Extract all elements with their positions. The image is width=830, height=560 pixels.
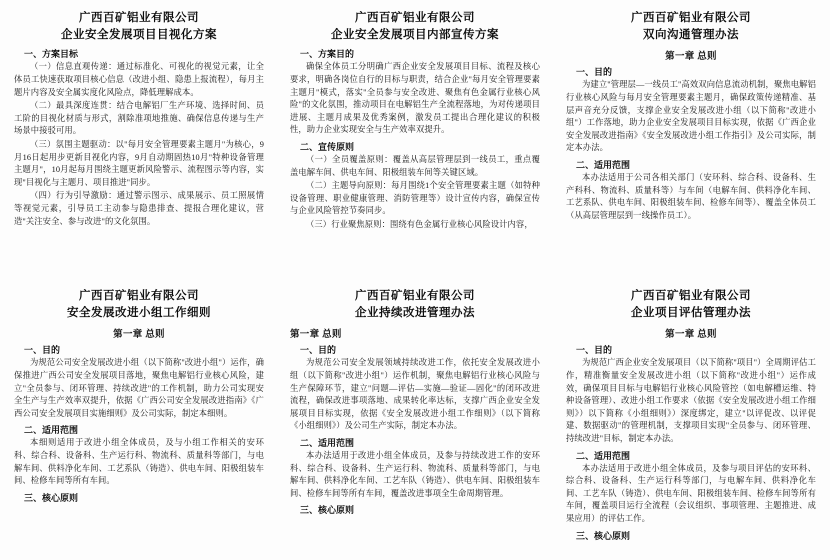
document-body-2 [290,47,540,231]
document-title-line2: 企业安全发展项目目视化方案 [61,28,217,41]
document-chapter-heading: 第一章 总则 [290,330,342,341]
document-title-line2: 企业持续改进管理办法 [355,306,475,319]
fade-overlay [4,546,274,556]
document-title-line1: 广西百矿铝业有限公司 [631,290,751,302]
document-paragraph: （二）主题导向原则：每月围绕1个安全管理要素主题（如特种设备管理、职业健康管理、消防管理等）设计宣传内容，确保宣传与企业风险管控节奏同步。 [290,181,540,216]
document-body-1 [14,47,264,228]
document-section-heading: 三、核心原则 [300,505,355,516]
document-chapter-heading: 第一章 总则 [665,330,717,341]
document-paragraph: （一）全员覆盖原则：覆盖从高层管理层到一线员工，重点覆盖电解车间、供电车间、阳极组装车间等关键区域。 [290,155,540,177]
document-chapter-heading: 第一章 总则 [665,52,717,63]
document-paragraph: （三）行业聚焦原则：围绕有色金属行业核心风险设计内容， [306,220,533,230]
document-section-heading: 一、目的 [24,345,61,356]
document-title-2 [290,10,540,43]
document-title-1 [14,10,264,43]
fade-overlay [556,268,826,278]
document-body-3 [566,48,816,222]
document-body-6 [566,326,816,541]
document-section-heading: 二、宣传原则 [300,142,355,152]
document-card-6 [556,282,826,556]
document-paragraph: （二）最具深度连贯：结合电解铝厂生产环境、选择时间、员工阶的目视化材质与形式，割除准项地推施、确保信息传递与生产场景中接驳可用。 [14,101,264,136]
document-paragraph: （一）信息直观传递：通过标准化、可视化的视觉元素，让全体员工快速获取项目核心信息（改进小组、隐患上报流程），每月主题片内容及安全属实度化风险点，降低理解成本。 [14,62,264,97]
document-paragraph: 确保全体员工分明确广西企业安全发展项目目标、流程及核心要求，明确各岗位自行的目标与职责，结合企业"每月安全管理要素主题月"模式，落实"全员参与安全改进、聚焦有色金属行业核心风险"的文化氛围，推动项目在电解铝生产全流程落地，为对传递项目进展、主题月成果及优秀案例，激发员工提出合理化建议的积极性，助力企业实现安全与生产效率双提升。 [290,62,540,135]
document-title-line1: 广西百矿铝业有限公司 [79,12,199,24]
document-section-heading: 三、核心原则 [576,530,631,541]
document-section-heading: 一、目的 [576,67,613,78]
document-section-heading: 一、方案目标 [24,49,79,60]
document-title-5 [290,288,540,321]
document-card-1 [4,4,274,278]
document-card-2 [280,4,550,278]
document-section-heading: 二、适用范围 [300,438,355,448]
document-card-3 [556,4,826,278]
document-paragraph: （三）氛围主题驱动：以"每月安全管理要素主题月"为核心，9月16日起用步更新目视化内容，9月自动期固热10月"特种设备管理主题月"，10月起每月围绕主题更新风险警示、流程图示等内容，实现"目视化与主题月、项目推进"同步。 [14,140,264,187]
document-section-heading: 一、目的 [300,345,337,356]
document-paragraph: 为规范公司安全发展领域持续改进工作，依托安全发展改进小组（以下简称"改进小组"）运作机制，聚焦电解铝行业核心风险与生产保障环节，建立"问题—评估—实施—验证—固化"的闭环改进流程，确保改进事项落地、成果转化率达标，支撑广西企业安全发展项目目标实现，依据《安全发展改进小组工作细则》（以下简称《小组细则》）及公司生产实际，制定本办法。 [290,358,540,431]
document-title-line2: 企业安全发展项目内部宣传方案 [331,28,499,41]
fade-overlay [280,268,550,278]
document-section-heading: 二、适用范围 [576,160,631,170]
document-section-heading: 二、适用范围 [24,425,79,436]
document-section-heading: 三、核心原则 [24,492,79,503]
document-paragraph: 本办法适用于改进小组全体成员，及参与项目评估的安环科、综合科、设备科、生产运行科等部门，与电解车间、供料净化车间、工艺车队（铸造）、供电车间、阳极组装车间、检修车间等所有车间，覆盖项目运行全流程（会议组织、事项管理、主题推进、成果应用）的评估工作。 [566,463,816,524]
document-title-6 [566,288,816,321]
document-title-line1: 广西百矿铝业有限公司 [355,290,475,302]
document-title-3 [566,10,816,43]
document-title-4 [14,288,264,321]
fade-overlay [280,546,550,556]
document-paragraph: 为规范广西企业安全发展项目（以下简称"项目"）全周期评估工作，精准衡量安全发展改进小组（以下简称"改进小组"）运作成效，确保项目目标与电解铝行业核心风险管控（如电解槽运维、特种设备管理）、改进小组工作要求（依据《安全发展改进小组工作细则》）以下简称《小组细则》）深度绑定，建立"以评促改、以评促建、数据驱动"的管理机制，支撑项目实现"全员参与、闭环管理、持续改进"目标，制定本办法。 [566,358,816,443]
document-paragraph: 本办法适用于公司各相关部门（安环科、综合科、设备科、生产科科、物流科、质量科等）与车间（电解车间、供料净化车间、工艺系队、供电车间、阳极组装车间、检修车间等）、覆盖全体员工（从高层管理层到一线操作员工）。 [566,173,816,220]
fade-overlay [4,268,274,278]
document-section-heading: 一、方案目的 [300,49,355,60]
document-card-5 [280,282,550,556]
document-paragraph: 为建立"管理层—一线员工"高效双向信息流动机制，聚焦电解铝行业核心风险与每月安全管理要素主题月，确保政策传递精准、基层声音充分反馈，支撑企业安全发展改进小组（以下简称"改进小组"）工作落地，助力企业安全发展项目目标实现，依据《广西企业安全发展改进指南》《安全发展改进小组工作指引》及公司实际，制定本办法。 [566,80,816,153]
document-paragraph: 本细则适用于改进小组全体成员，及与小组工作相关的安环科、综合科、设备科、生产运行科、物流科、质量科等部门，与电解车间、供料净化车间、工艺系队（铸造）、供电车间、阳极组装车间、检修车间等所有车间。 [14,438,264,486]
document-body-4 [14,326,264,503]
document-section-heading: 一、目的 [576,345,613,356]
document-chapter-heading: 第一章 总则 [113,330,165,341]
document-title-line2: 安全发展改进小组工作细则 [67,306,211,319]
document-title-line2: 双向沟通管理办法 [643,28,739,41]
document-paragraph: （四）行为引导激励：通过警示图示、成果展示、员工照展情等视觉元素，引导员工主动参与隐患排查、提报合理化建议，营造"关注安全、参与改进"的文化氛围。 [14,191,264,226]
document-title-line1: 广西百矿铝业有限公司 [355,12,475,24]
fade-overlay [556,546,826,556]
document-section-heading: 二、适用范围 [576,450,631,461]
document-title-line1: 广西百矿铝业有限公司 [79,290,199,302]
document-title-line1: 广西百矿铝业有限公司 [631,12,751,24]
document-paragraph: 本办法适用于改进小组全体成员，及参与持续改进工作的安环科、综合科、设备科、生产运行科、物流科、质量科等部门，与电解车间、供料净化车间、工艺车队（铸造）、供电车间、阳极组装车间、检修车间等所有车间，覆盖改进事项全生命周期管理。 [290,451,540,498]
document-body-5 [290,326,540,516]
document-paragraph: 为规范公司安全发展改进小组（以下简称"改进小组"）运作，确保推进广西公司安全发展项目落地，聚焦电解铝行业核心风险，建立"全员参与、闭环管理、持续改进"的工作机制，助力公司实现安全生产与生产效率双提升，依据《广西公司安全发展改进指南》《广西公司安全发展项目实施细则》及公司实际，制定本细则。 [14,358,264,418]
document-card-4 [4,282,274,556]
document-title-line2: 企业项目评估管理办法 [631,306,751,319]
